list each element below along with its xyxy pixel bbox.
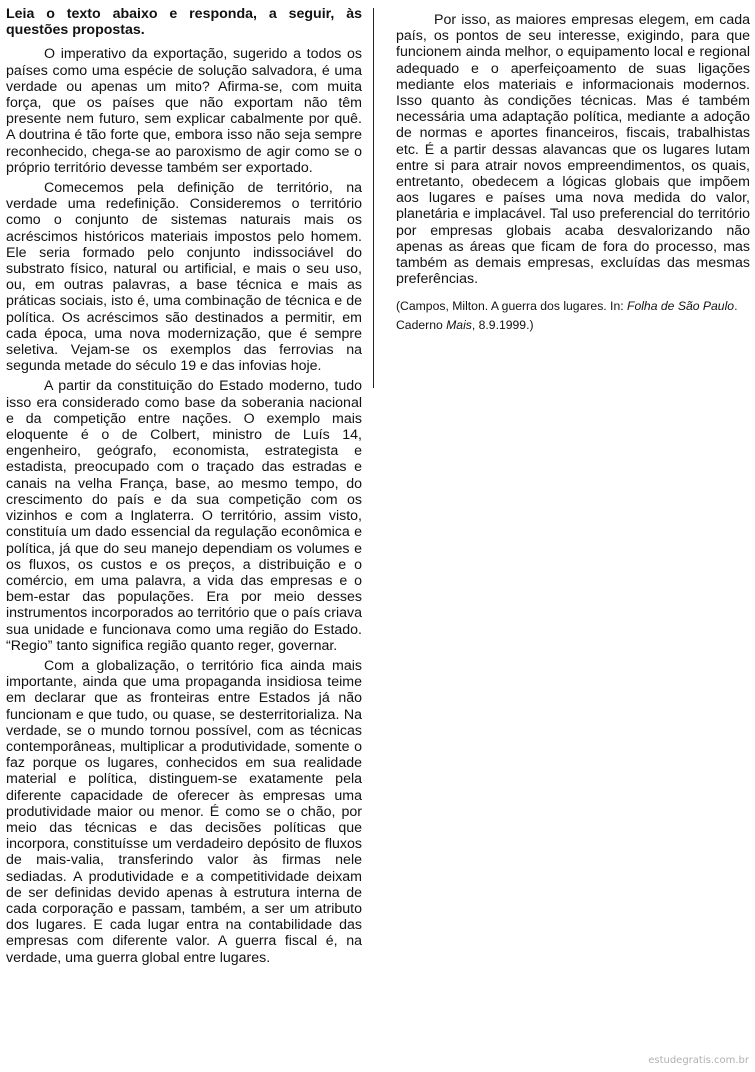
- text-paragraph: A partir da constituição do Estado moderno, tudo isso era considerado como base da soberania nacional e da competição entre nações. O exemplo mais eloquente é o de Colbert, ministro de Luís 14, engenheiro, geógrafo, economista, estrategista e estadista, preocupado com o traçado das estradas e canais na velha França, base, ao mesmo tempo, do crescimento do país e da sua competição com os vizinhos e com a Inglaterra. O território, assim visto, constituía um dado essencial da regulação econômica e política, já que do seu manejo dependiam os volumes e os fluxos, os custos e os preços, a distribuição e o comércio, em uma palavra, a vida das empresas e o bem-estar das populações. Era por meio desses instrumentos incorporados ao território que o país criava sua unidade e funcionava como uma região do Estado. “Regio” tanto significa região quanto reger, governar.: [6, 378, 362, 654]
- instruction-heading: Leia o texto abaixo e responda, a seguir, às questões propostas.: [6, 6, 362, 39]
- column-divider: [373, 8, 374, 388]
- citation-middle: . Caderno: [396, 299, 738, 333]
- text-paragraph: Por isso, as maiores empresas elegem, em cada país, os pontos de seu interesse, exigindo, para que funcionem ainda melhor, o equipamento local e regional adequado e o aperfeiçoamento de suas ligações mediante elos materiais e informacionais modernos. Isso quanto às condições técnicas. Mas é também necessária uma adaptação política, mediante a adoção de normas e aportes financeiros, fiscais, trabalhistas etc. É a partir dessas alavancas que os lugares lutam entre si para atrair novos empreendimentos, os quais, entretanto, obedecem a lógicas globais que impõem aos lugares e países uma nova medida do valor, planetária e implacável. Tal uso preferencial do território por empresas globais acaba desvalorizando não apenas as áreas que ficam de fora do processo, mas também as demais empresas, excluídas das mesmas preferências.: [396, 12, 750, 288]
- text-paragraph: O imperativo da exportação, sugerido a todos os países como uma espécie de solução salvadora, é uma verdade ou apenas um mito? Afirma-se, com muita força, que os países que não exportam não têm presente nem futuro, sem explicar cabalmente por quê. A doutrina é tão forte que, embora isso não seja sempre reconhecido, chega-se ao paroxismo de agir como se o próprio território devesse também ser exportado.: [6, 46, 362, 176]
- left-column: [6, 6, 362, 970]
- citation-section: Mais: [446, 318, 472, 333]
- right-column: [396, 12, 750, 335]
- text-paragraph: Com a globalização, o território fica ainda mais importante, ainda que uma propaganda insidiosa teime em declarar que as fronteiras entre Estados já não funcionam e que tudo, ou quase, se desterritorializa. Na verdade, se o mundo tornou possível, com as técnicas contemporâneas, multiplicar a produtividade, somente o faz porque os lugares, conhecidos em sua realidade material e política, distinguem-se exatamente pela diferente capacidade de oferecer às empresas uma produtividade maior ou menor. É como se o chão, por meio das técnicas e das decisões políticas que incorpora, constituísse um verdadeiro depósito de fluxos de mais-valia, transferindo valor às firmas nele sediadas. A produtividade e a competitividade deixam de ser definidas devido apenas à estrutura interna de cada corporação e passam, também, a ser um atributo dos lugares. E cada lugar entra na contabilidade das empresas com diferente valor. A guerra fiscal é, na verdade, uma guerra global entre lugares.: [6, 657, 362, 966]
- site-watermark: estudegratis.com.br: [648, 1055, 749, 1066]
- citation-prefix: (Campos, Milton. A guerra dos lugares. In:: [396, 299, 627, 314]
- citation-source: Folha de São Paulo: [627, 299, 735, 314]
- citation-suffix: , 8.9.1999.): [471, 318, 534, 333]
- text-paragraph: Comecemos pela definição de território, na verdade uma redefinição. Consideremos o território como o conjunto de sistemas naturais mais os acréscimos históricos materiais impostos pelo homem. Ele seria formado pelo conjunto indissociável do substrato físico, natural ou artificial, e mais o seu uso, ou, em outras palavras, a base técnica e mais as práticas sociais, isto é, uma combinação de técnica e de política. Os acréscimos são destinados a permitir, em cada época, uma nova modernização, que é sempre seletiva. Vejam-se os exemplos das ferrovias na segunda metade do século 19 e das infovias hoje.: [6, 180, 362, 375]
- source-citation: [396, 297, 750, 335]
